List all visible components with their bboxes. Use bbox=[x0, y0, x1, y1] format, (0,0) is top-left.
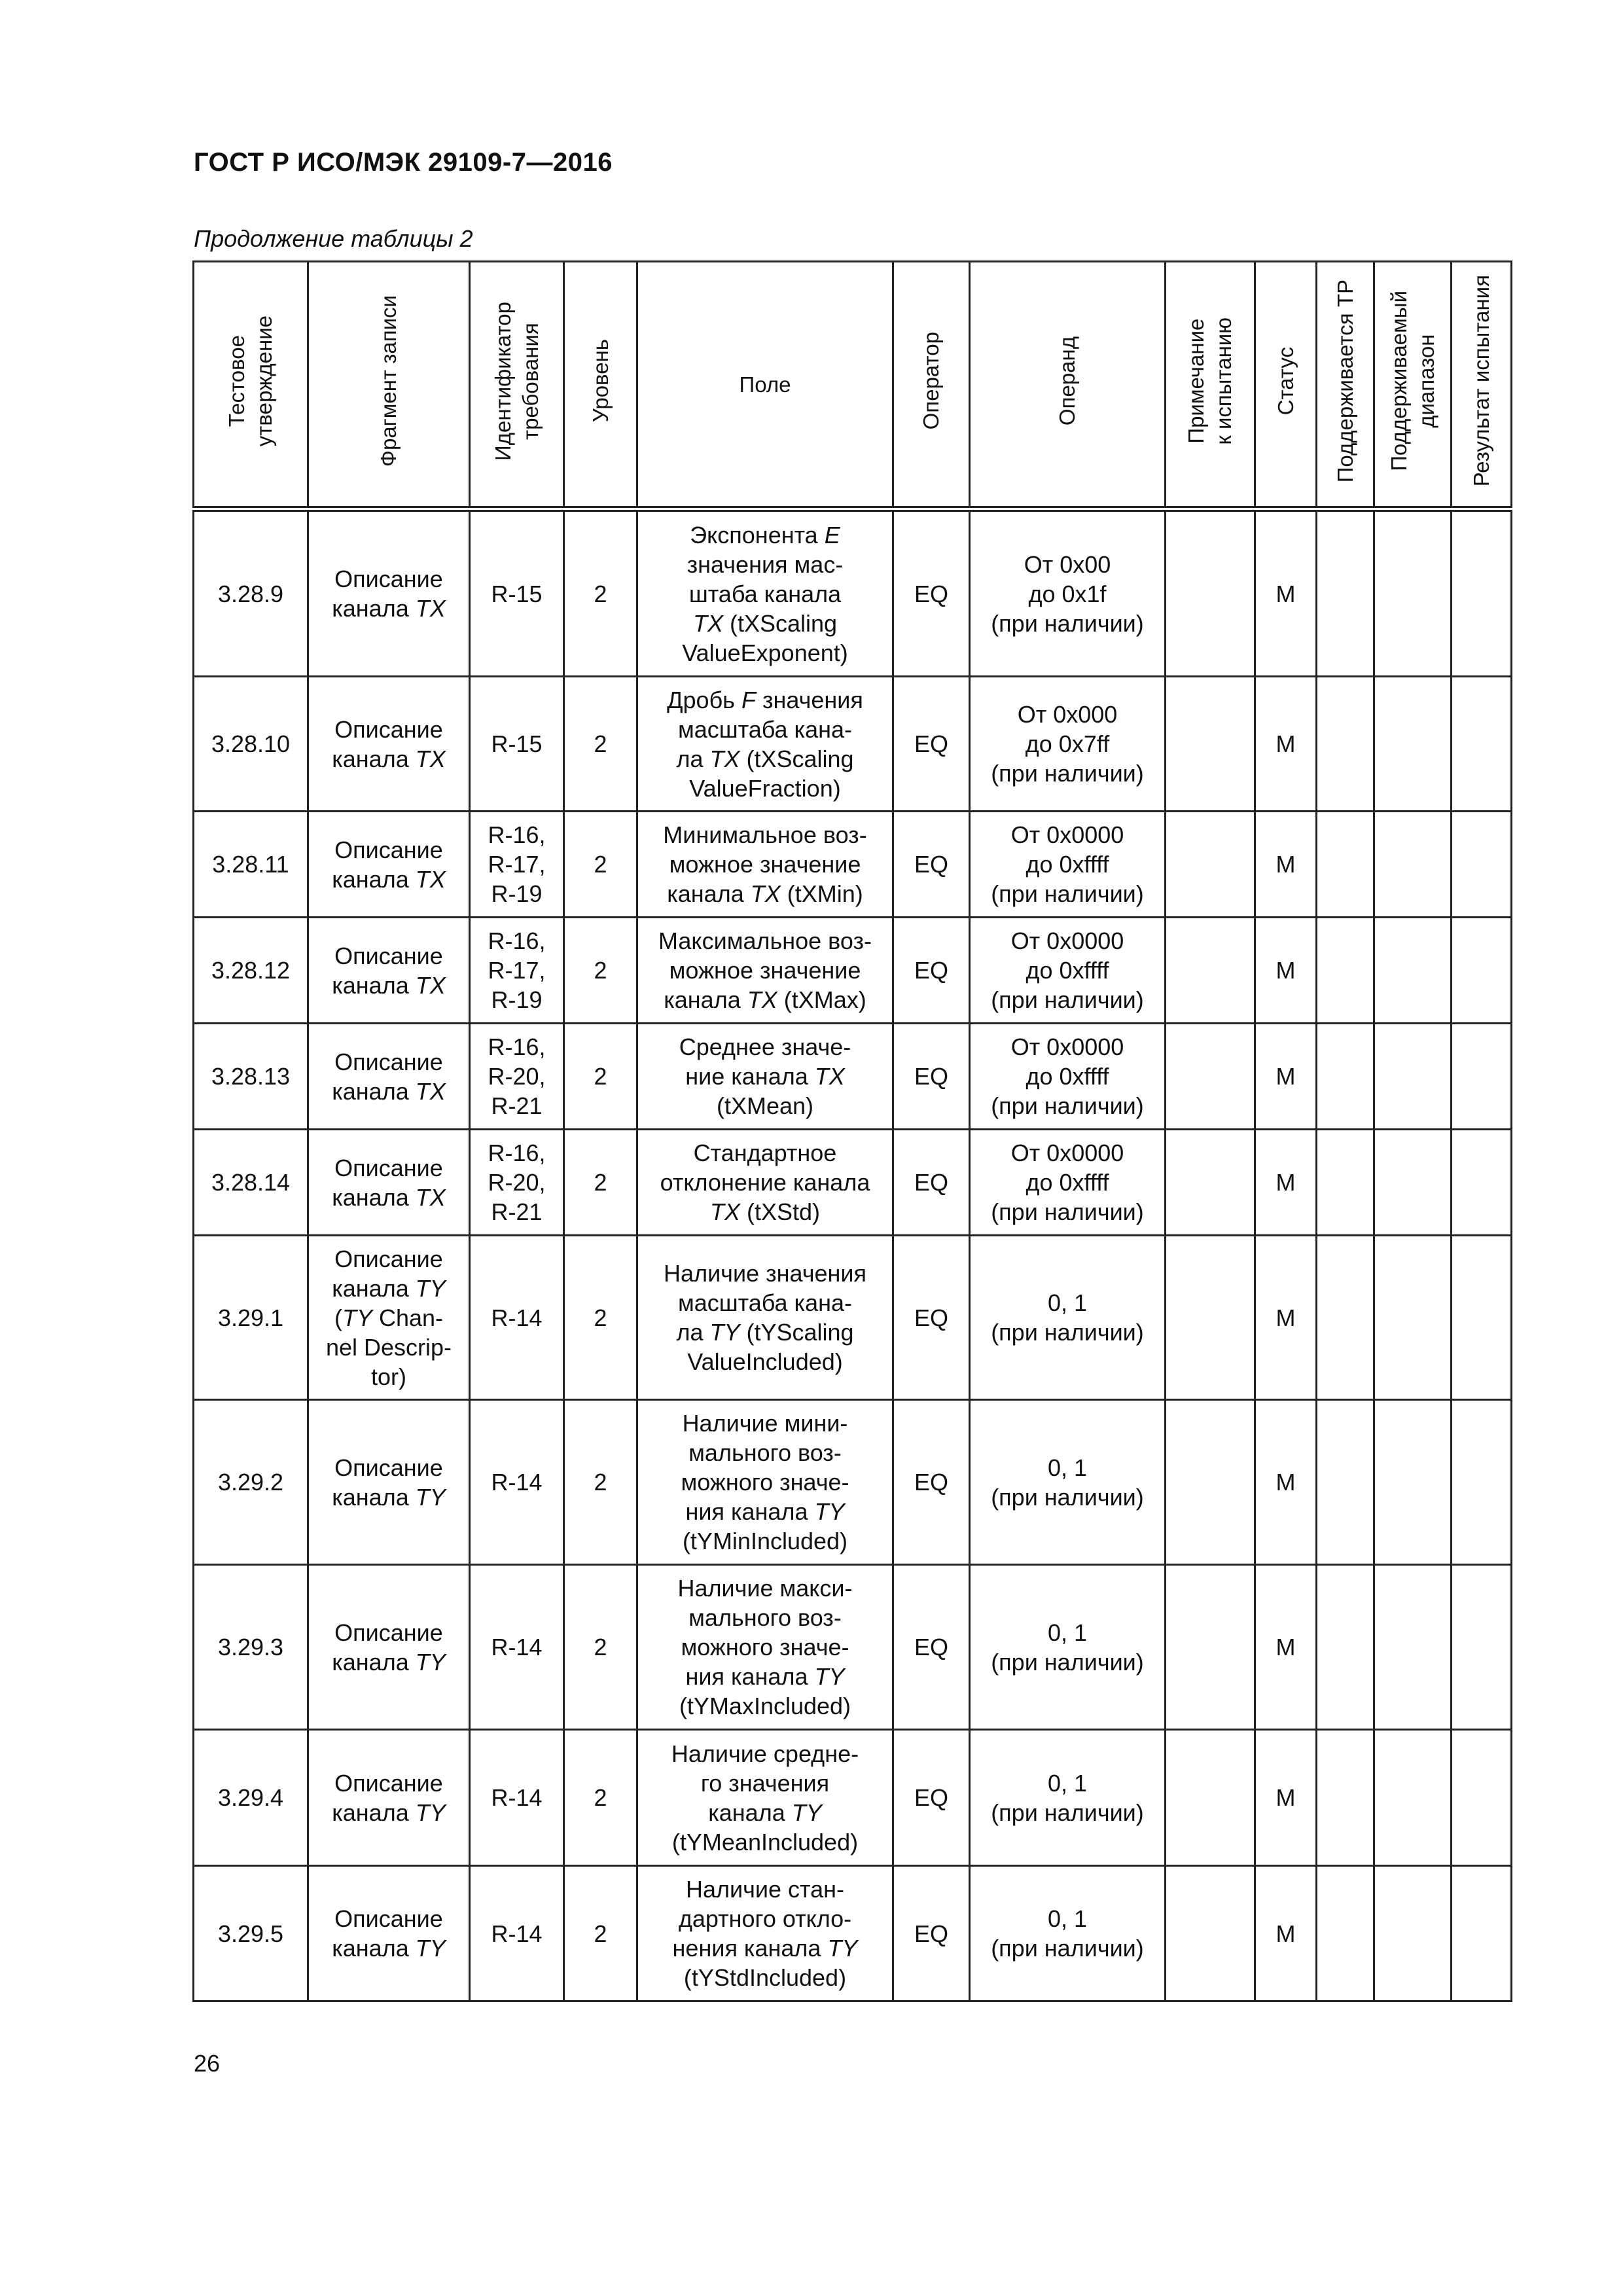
record-fragment-text: Описание канала TY bbox=[332, 1769, 446, 1826]
test-assertion-text: 3.28.14 bbox=[211, 1169, 291, 1196]
status-cell bbox=[1255, 1866, 1317, 2001]
page-number: 26 bbox=[194, 2050, 221, 2077]
col-header-supported-range: Поддерживаемый диапазон bbox=[1374, 262, 1452, 509]
supported-range-cell bbox=[1374, 1400, 1452, 1565]
test-assertion-text: 3.29.5 bbox=[217, 1920, 284, 1947]
level-text: 2 bbox=[594, 1469, 607, 1496]
status-cell bbox=[1255, 1236, 1317, 1400]
field-cell bbox=[637, 1130, 893, 1236]
level-cell bbox=[564, 1236, 637, 1400]
test-note-cell bbox=[1166, 1024, 1255, 1130]
operator-text: EQ bbox=[914, 957, 948, 984]
record-fragment-text: Описание канала TX bbox=[332, 1048, 446, 1105]
level-cell bbox=[564, 1730, 637, 1866]
status-text: M bbox=[1275, 1304, 1296, 1331]
operand-text: От 0x0000 до 0xffff (при наличии) bbox=[991, 1139, 1144, 1225]
status-cell bbox=[1255, 677, 1317, 812]
test-result-cell bbox=[1452, 1024, 1512, 1130]
test-assertion-text: 3.29.4 bbox=[217, 1784, 284, 1811]
field-cell bbox=[637, 918, 893, 1024]
field-text: Минимальное воз- можное значение канала TX (tXMin) bbox=[663, 821, 867, 907]
operand-text: 0, 1 (при наличии) bbox=[991, 1619, 1144, 1676]
test-assertion-text: 3.28.10 bbox=[211, 730, 291, 757]
level-text: 2 bbox=[594, 1634, 607, 1660]
test-assertion-text: 3.28.12 bbox=[211, 957, 291, 984]
col-header-record-fragment: Фрагмент записи bbox=[308, 262, 470, 509]
operand-cell bbox=[970, 918, 1166, 1024]
field-text: Максимальное воз- можное значение канала TX (tXMax) bbox=[658, 927, 872, 1013]
record-fragment-cell bbox=[308, 918, 470, 1024]
record-fragment-text: Описание канала TY bbox=[332, 1905, 446, 1962]
field-cell bbox=[637, 509, 893, 677]
operand-cell bbox=[970, 509, 1166, 677]
status-text: M bbox=[1275, 957, 1296, 984]
test-assertion-text: 3.29.1 bbox=[217, 1304, 284, 1331]
requirement-id-cell bbox=[470, 1730, 564, 1866]
supported-range-cell bbox=[1374, 677, 1452, 812]
operator-cell bbox=[893, 509, 970, 677]
requirement-id-text: R-15 bbox=[491, 730, 543, 757]
record-fragment-text: Описание канала TX bbox=[332, 715, 446, 772]
col-header-level: Уровень bbox=[564, 262, 637, 509]
col-header-test-result: Результат испытания bbox=[1452, 262, 1512, 509]
operand-cell bbox=[970, 1565, 1166, 1730]
operator-cell bbox=[893, 1400, 970, 1565]
table-row bbox=[194, 918, 1512, 1024]
col-header-status: Статус bbox=[1255, 262, 1317, 509]
operand-text: 0, 1 (при наличии) bbox=[991, 1769, 1144, 1826]
requirement-id-cell bbox=[470, 918, 564, 1024]
requirement-id-cell bbox=[470, 1565, 564, 1730]
table-row bbox=[194, 1024, 1512, 1130]
record-fragment-cell bbox=[308, 1024, 470, 1130]
table-row bbox=[194, 677, 1512, 812]
operator-text: EQ bbox=[914, 1063, 948, 1090]
operand-cell bbox=[970, 1866, 1166, 2001]
status-text: M bbox=[1275, 1469, 1296, 1496]
conformance-table bbox=[192, 260, 1512, 2002]
level-text: 2 bbox=[594, 580, 607, 607]
col-header-operand: Операнд bbox=[970, 262, 1166, 509]
status-cell bbox=[1255, 509, 1317, 677]
test-assertion-cell bbox=[194, 812, 308, 918]
operator-cell bbox=[893, 918, 970, 1024]
tp-supported-cell bbox=[1317, 1024, 1374, 1130]
test-note-cell bbox=[1166, 1236, 1255, 1400]
record-fragment-cell bbox=[308, 509, 470, 677]
operator-text: EQ bbox=[914, 851, 948, 878]
operand-cell bbox=[970, 1400, 1166, 1565]
operand-text: 0, 1 (при наличии) bbox=[991, 1454, 1144, 1511]
requirement-id-text: R-16, R-17, R-19 bbox=[488, 821, 546, 907]
requirement-id-text: R-15 bbox=[491, 580, 543, 607]
requirement-id-text: R-14 bbox=[491, 1634, 543, 1660]
operand-cell bbox=[970, 812, 1166, 918]
tp-supported-cell bbox=[1317, 918, 1374, 1024]
requirement-id-text: R-14 bbox=[491, 1304, 543, 1331]
test-assertion-cell bbox=[194, 1866, 308, 2001]
record-fragment-cell bbox=[308, 1565, 470, 1730]
status-text: M bbox=[1275, 1634, 1296, 1660]
operand-cell bbox=[970, 1236, 1166, 1400]
operator-text: EQ bbox=[914, 1169, 948, 1196]
operand-text: От 0x0000 до 0xffff (при наличии) bbox=[991, 927, 1144, 1013]
test-result-cell bbox=[1452, 1400, 1512, 1565]
record-fragment-cell bbox=[308, 812, 470, 918]
record-fragment-cell bbox=[308, 1236, 470, 1400]
test-result-cell bbox=[1452, 812, 1512, 918]
requirement-id-cell bbox=[470, 812, 564, 918]
status-cell bbox=[1255, 1130, 1317, 1236]
record-fragment-text: Описание канала TY bbox=[332, 1454, 446, 1511]
operand-text: 0, 1 (при наличии) bbox=[991, 1905, 1144, 1962]
tp-supported-cell bbox=[1317, 1730, 1374, 1866]
requirement-id-cell bbox=[470, 1024, 564, 1130]
test-note-cell bbox=[1166, 918, 1255, 1024]
field-cell bbox=[637, 812, 893, 918]
operator-cell bbox=[893, 1024, 970, 1130]
test-assertion-cell bbox=[194, 1024, 308, 1130]
level-text: 2 bbox=[594, 957, 607, 984]
requirement-id-cell bbox=[470, 1130, 564, 1236]
status-text: M bbox=[1275, 851, 1296, 878]
record-fragment-cell bbox=[308, 1866, 470, 2001]
table-caption: Продолжение таблицы 2 bbox=[194, 225, 473, 252]
level-text: 2 bbox=[594, 1169, 607, 1196]
col-header-test-note: Примечание к испытанию bbox=[1166, 262, 1255, 509]
test-assertion-text: 3.29.2 bbox=[217, 1469, 284, 1496]
test-result-cell bbox=[1452, 918, 1512, 1024]
field-text: Стандартное отклонение канала TX (tXStd) bbox=[660, 1139, 870, 1225]
operand-cell bbox=[970, 677, 1166, 812]
operator-text: EQ bbox=[914, 1469, 948, 1496]
test-assertion-cell bbox=[194, 1236, 308, 1400]
test-result-cell bbox=[1452, 509, 1512, 677]
requirement-id-text: R-14 bbox=[491, 1784, 543, 1811]
level-text: 2 bbox=[594, 851, 607, 878]
test-result-cell bbox=[1452, 1866, 1512, 2001]
supported-range-cell bbox=[1374, 1236, 1452, 1400]
test-assertion-text: 3.28.11 bbox=[212, 851, 289, 878]
supported-range-cell bbox=[1374, 1024, 1452, 1130]
test-note-cell bbox=[1166, 509, 1255, 677]
operator-text: EQ bbox=[914, 1784, 948, 1811]
col-header-requirement-id: Идентификатор требования bbox=[470, 262, 564, 509]
level-cell bbox=[564, 1565, 637, 1730]
field-text: Среднее значе- ние канала TX (tXMean) bbox=[679, 1033, 851, 1119]
record-fragment-text: Описание канала TX bbox=[332, 836, 446, 893]
test-assertion-cell bbox=[194, 1400, 308, 1565]
field-text: Наличие стан- дартного откло- нения канала TY (tYStdIncluded) bbox=[672, 1876, 858, 1991]
supported-range-cell bbox=[1374, 812, 1452, 918]
field-cell bbox=[637, 1565, 893, 1730]
operand-text: 0, 1 (при наличии) bbox=[991, 1289, 1144, 1346]
test-note-cell bbox=[1166, 1400, 1255, 1565]
test-note-cell bbox=[1166, 1130, 1255, 1236]
field-cell bbox=[637, 1400, 893, 1565]
status-cell bbox=[1255, 918, 1317, 1024]
requirement-id-text: R-16, R-20, R-21 bbox=[488, 1139, 546, 1225]
table-row bbox=[194, 1866, 1512, 2001]
requirement-id-text: R-14 bbox=[491, 1469, 543, 1496]
test-assertion-cell bbox=[194, 918, 308, 1024]
operator-cell bbox=[893, 1130, 970, 1236]
requirement-id-cell bbox=[470, 1866, 564, 2001]
operand-text: От 0x000 до 0x7ff (при наличии) bbox=[991, 701, 1144, 787]
record-fragment-text: Описание канала TY bbox=[332, 1619, 446, 1676]
status-cell bbox=[1255, 1400, 1317, 1565]
operator-cell bbox=[893, 677, 970, 812]
supported-range-cell bbox=[1374, 1730, 1452, 1866]
level-cell bbox=[564, 1130, 637, 1236]
table-row bbox=[194, 1400, 1512, 1565]
level-text: 2 bbox=[594, 1063, 607, 1090]
supported-range-cell bbox=[1374, 1565, 1452, 1730]
field-cell bbox=[637, 1236, 893, 1400]
tp-supported-cell bbox=[1317, 1130, 1374, 1236]
record-fragment-text: Описание канала TX bbox=[332, 1154, 446, 1211]
status-text: M bbox=[1275, 730, 1296, 757]
operator-cell bbox=[893, 1866, 970, 2001]
document-header: ГОСТ Р ИСО/МЭК 29109-7—2016 bbox=[194, 148, 613, 177]
operator-cell bbox=[893, 1236, 970, 1400]
tp-supported-cell bbox=[1317, 1866, 1374, 2001]
status-cell bbox=[1255, 1565, 1317, 1730]
tp-supported-cell bbox=[1317, 1400, 1374, 1565]
record-fragment-text: Описание канала TX bbox=[332, 565, 446, 622]
tp-supported-cell bbox=[1317, 1236, 1374, 1400]
level-text: 2 bbox=[594, 1920, 607, 1947]
level-cell bbox=[564, 677, 637, 812]
table-row bbox=[194, 1730, 1512, 1866]
requirement-id-text: R-16, R-20, R-21 bbox=[488, 1033, 546, 1119]
field-text: Наличие значения масштаба кана- ла TY (tYScaling ValueIncluded) bbox=[664, 1260, 866, 1375]
operator-text: EQ bbox=[914, 1634, 948, 1660]
tp-supported-cell bbox=[1317, 509, 1374, 677]
field-text: Наличие мини- мального воз- можного значе- ния канала TY (tYMinIncluded) bbox=[681, 1410, 849, 1554]
requirement-id-cell bbox=[470, 1400, 564, 1565]
operand-cell bbox=[970, 1024, 1166, 1130]
operator-cell bbox=[893, 812, 970, 918]
field-text: Дробь F значения масштаба кана- ла TX (tXScaling ValueFraction) bbox=[667, 686, 863, 802]
status-text: M bbox=[1275, 1063, 1296, 1090]
table-row bbox=[194, 509, 1512, 677]
field-text: Наличие макси- мального воз- можного значе- ния канала TY (tYMaxIncluded) bbox=[677, 1575, 853, 1719]
operator-cell bbox=[893, 1730, 970, 1866]
operand-text: От 0x00 до 0x1f (при наличии) bbox=[991, 550, 1144, 637]
level-cell bbox=[564, 812, 637, 918]
operand-text: От 0x0000 до 0xffff (при наличии) bbox=[991, 821, 1144, 907]
table-row bbox=[194, 1565, 1512, 1730]
test-result-cell bbox=[1452, 1130, 1512, 1236]
status-cell bbox=[1255, 812, 1317, 918]
supported-range-cell bbox=[1374, 1866, 1452, 2001]
table-header-row bbox=[194, 262, 1512, 509]
field-cell bbox=[637, 1024, 893, 1130]
field-cell bbox=[637, 677, 893, 812]
level-cell bbox=[564, 509, 637, 677]
level-cell bbox=[564, 1866, 637, 2001]
supported-range-cell bbox=[1374, 1130, 1452, 1236]
table-row bbox=[194, 1130, 1512, 1236]
test-note-cell bbox=[1166, 1565, 1255, 1730]
test-assertion-cell bbox=[194, 1730, 308, 1866]
col-header-test-assertion: Тестовое утверждение bbox=[194, 262, 308, 509]
level-text: 2 bbox=[594, 1304, 607, 1331]
field-text: Экспонента E значения мас- штаба канала TX (tXScaling ValueExponent) bbox=[682, 521, 848, 666]
requirement-id-text: R-14 bbox=[491, 1920, 543, 1947]
operand-cell bbox=[970, 1730, 1166, 1866]
record-fragment-cell bbox=[308, 1130, 470, 1236]
test-assertion-text: 3.28.9 bbox=[217, 580, 284, 607]
status-text: M bbox=[1275, 1784, 1296, 1811]
operator-cell bbox=[893, 1565, 970, 1730]
status-cell bbox=[1255, 1024, 1317, 1130]
col-header-operator: Оператор bbox=[893, 262, 970, 509]
record-fragment-cell bbox=[308, 677, 470, 812]
field-text: Наличие средне- го значения канала TY (tYMeanIncluded) bbox=[671, 1740, 859, 1856]
table-row bbox=[194, 812, 1512, 918]
test-note-cell bbox=[1166, 1730, 1255, 1866]
test-assertion-cell bbox=[194, 677, 308, 812]
requirement-id-cell bbox=[470, 509, 564, 677]
operator-text: EQ bbox=[914, 1920, 948, 1947]
supported-range-cell bbox=[1374, 509, 1452, 677]
record-fragment-cell bbox=[308, 1400, 470, 1565]
test-note-cell bbox=[1166, 1866, 1255, 2001]
test-result-cell bbox=[1452, 1236, 1512, 1400]
record-fragment-text: Описание канала TY (TY Chan- nel Descrip- tor) bbox=[325, 1245, 452, 1390]
operator-text: EQ bbox=[914, 1304, 948, 1331]
test-assertion-text: 3.28.13 bbox=[211, 1063, 291, 1090]
status-text: M bbox=[1275, 580, 1296, 607]
tp-supported-cell bbox=[1317, 1565, 1374, 1730]
test-result-cell bbox=[1452, 1730, 1512, 1866]
operator-text: EQ bbox=[914, 580, 948, 607]
test-assertion-text: 3.29.3 bbox=[217, 1634, 284, 1660]
operator-text: EQ bbox=[914, 730, 948, 757]
tp-supported-cell bbox=[1317, 812, 1374, 918]
test-assertion-cell bbox=[194, 1565, 308, 1730]
table-body bbox=[194, 509, 1512, 2001]
tp-supported-cell bbox=[1317, 677, 1374, 812]
status-text: M bbox=[1275, 1169, 1296, 1196]
field-cell bbox=[637, 1866, 893, 2001]
requirement-id-cell bbox=[470, 677, 564, 812]
test-result-cell bbox=[1452, 677, 1512, 812]
test-note-cell bbox=[1166, 677, 1255, 812]
supported-range-cell bbox=[1374, 918, 1452, 1024]
requirement-id-cell bbox=[470, 1236, 564, 1400]
level-text: 2 bbox=[594, 730, 607, 757]
status-cell bbox=[1255, 1730, 1317, 1866]
status-text: M bbox=[1275, 1920, 1296, 1947]
record-fragment-cell bbox=[308, 1730, 470, 1866]
test-result-cell bbox=[1452, 1565, 1512, 1730]
test-assertion-cell bbox=[194, 1130, 308, 1236]
level-cell bbox=[564, 1400, 637, 1565]
requirement-id-text: R-16, R-17, R-19 bbox=[488, 927, 546, 1013]
field-cell bbox=[637, 1730, 893, 1866]
table-row bbox=[194, 1236, 1512, 1400]
operand-cell bbox=[970, 1130, 1166, 1236]
test-assertion-cell bbox=[194, 509, 308, 677]
test-note-cell bbox=[1166, 812, 1255, 918]
col-header-tp-supported: Поддерживается ТР bbox=[1317, 262, 1374, 509]
level-text: 2 bbox=[594, 1784, 607, 1811]
record-fragment-text: Описание канала TX bbox=[332, 942, 446, 999]
level-cell bbox=[564, 918, 637, 1024]
operand-text: От 0x0000 до 0xffff (при наличии) bbox=[991, 1033, 1144, 1119]
col-header-field: Поле bbox=[637, 262, 893, 509]
level-cell bbox=[564, 1024, 637, 1130]
